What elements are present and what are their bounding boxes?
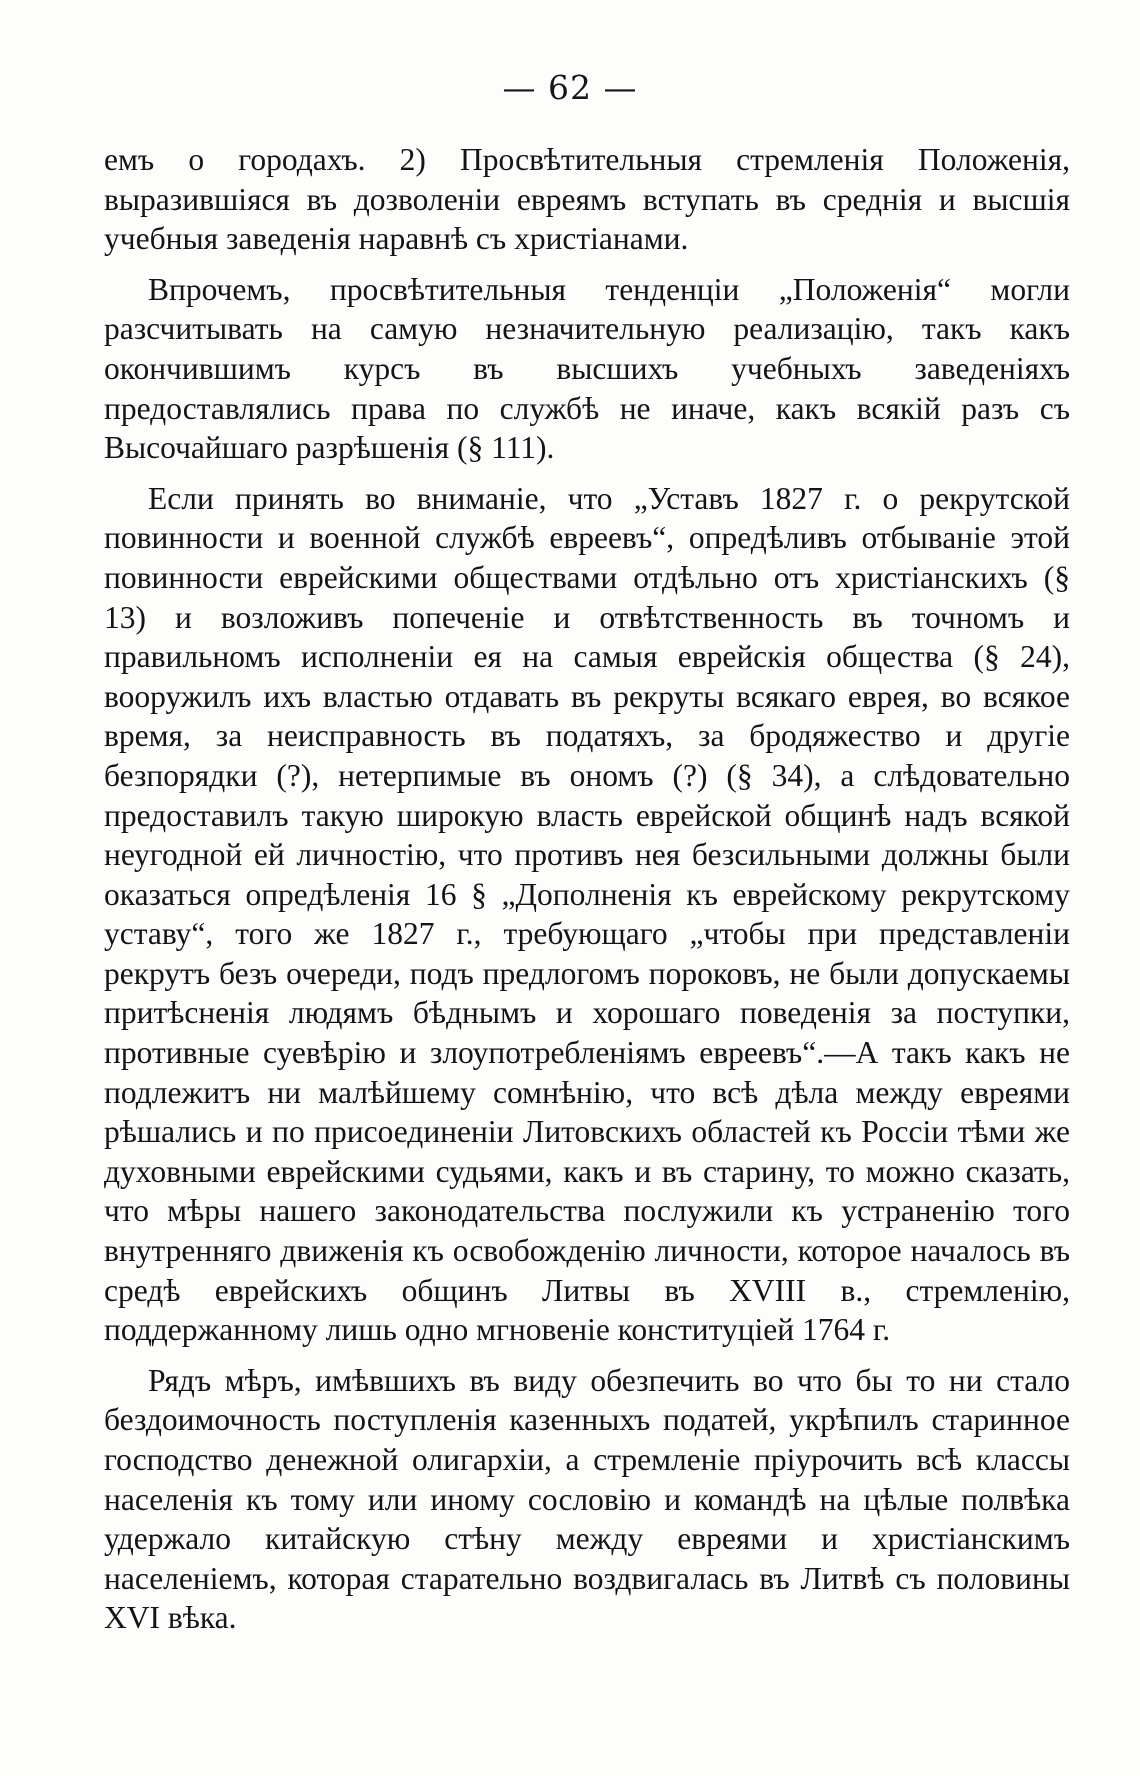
- paragraph: Впрочемъ, просвѣтительныя тенденціи „Положенія“ могли разсчитывать на самую незначительную реализацію, такъ какъ окончившимъ курсъ въ высшихъ учебныхъ заведеніяхъ предоставлялись права по службѣ не иначе, какъ всякій разъ съ Высочайшаго разрѣшенія (§ 111).: [104, 271, 1070, 466]
- page-body: [104, 140, 1070, 1649]
- paragraph: Рядъ мѣръ, имѣвшихъ въ виду обезпечить во что бы то ни стало бездоимочность поступленія казенныхъ податей, укрѣпилъ старинное господство денежной олигархіи, а стремленіе пріурочить всѣ классы населенія къ тому или иному сословію и командѣ на цѣлые полвѣка удержало китайскую стѣну между евреями и христіанскимъ населеніемъ, которая старательно воздвигалась въ Литвѣ съ половины XVI вѣка.: [104, 1362, 1070, 1636]
- paragraph-continued: емъ о городахъ. 2) Просвѣтительныя стремленія Положенія, выразившіяся въ дозволеніи евреямъ вступать въ среднія и высшія учебныя заведенія наравнѣ съ христіанами.: [104, 142, 1070, 257]
- page-number: — 62 —: [502, 68, 638, 107]
- paragraph: Если принять во вниманіе, что „Уставъ 1827 г. о рекрутской повинности и военной службѣ евреевъ“, опредѣливъ отбываніе этой повинности еврейскими обществами отдѣльно отъ христіанскихъ (§ 13) и возложивъ попеченіе и отвѣтственность въ точномъ и правильномъ исполненіи ея на самыя еврейскія общества (§ 24), вооружилъ ихъ властью отдавать въ рекруты всякаго еврея, во всякое время, за неисправность въ податяхъ, за бродяжество и другіе безпорядки (?), нетерпимые въ ономъ (?) (§ 34), а слѣдовательно предоставилъ такую широкую власть еврейской общинѣ надъ всякой неугодной ей личностію, что противъ нея безсильными должны были оказаться опредѣленія 16 § „Дополненія къ еврейскому рекрутскому уставу“, того же 1827 г., требующаго „чтобы при представленіи рекрутъ безъ очереди, подъ предлогомъ пороковъ, не были допускаемы притѣсненія людямъ бѣднымъ и хорошаго поведенія за поступки, противные суевѣрію и злоупотребленіямъ евреевъ“.—А такъ какъ не подлежитъ ни малѣйшему сомнѣнію, что всѣ дѣла между евреями рѣшались и по присоединеніи Литовскихъ областей къ Россіи тѣми же духовными еврейскими судьями, какъ и въ старину, то можно сказать, что мѣры нашего законодательства послужили къ устраненію того внутренняго движенія къ освобожденію личности, которое началось въ средѣ еврейскихъ общинъ Литвы въ XVIII в., стремленію, поддержанному лишь одно мгновеніе конституціей 1764 г.: [104, 480, 1070, 1348]
